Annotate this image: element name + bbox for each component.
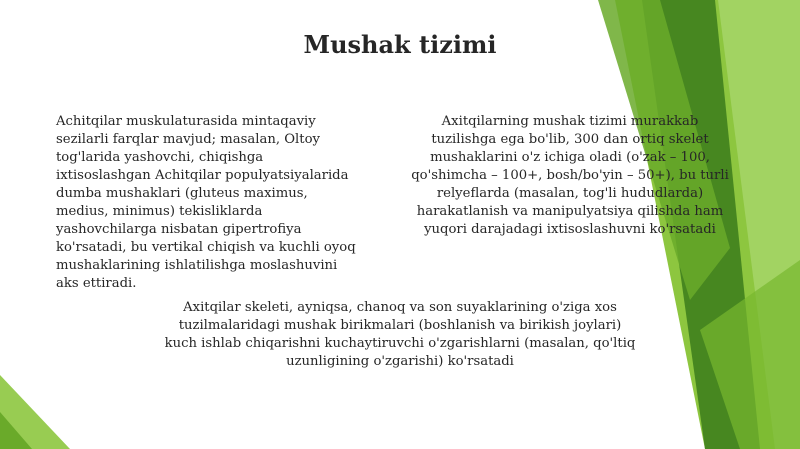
slide-title: Mushak tizimi: [303, 30, 497, 59]
left-paragraph: Achitqilar muskulaturasida mintaqaviy sezilarli farqlar mavjud; masalan, Oltoy tog'larida yashovchi, chiqishga ixtisoslashgan Achitqilar populyatsiyalarida dumba mushaklari (gluteus maximus, medius, minimus) tekisliklarda yashovchilarga nisbatan gipertrofiya ko'rsatadi, bu vertikal chiqish va kuchli oyoq mushaklarining ishlatilishga moslashuvini aks ettiradi.: [56, 114, 356, 291]
right-paragraph: Axitqilarning mushak tizimi murakkab tuzilishga ega bo'lib, 300 dan ortiq skelet mushaklarini o'z ichiga oladi (o'zak – 100, qo'shimcha – 100+, bosh/bo'yin – 50+), bu turli relyeflarda (masalan, tog'li hududlarda) harakatlanish va manipulyatsiya qilishda ham yuqori darajadagi ixtisoslashuvni ko'rsatadi: [411, 114, 729, 237]
bottom-paragraph: Axitqilar skeleti, ayniqsa, chanoq va son suyaklarining o'ziga xos tuzilmalaridagi mushak birikmalari (boshlanish va birikish joylari) kuch ishlab chiqarishni kuchaytiruvchi o'zgarishlarni (masalan, qo'ltiq uzunligining o'zgarishi) ko'rsatadi: [164, 300, 636, 369]
